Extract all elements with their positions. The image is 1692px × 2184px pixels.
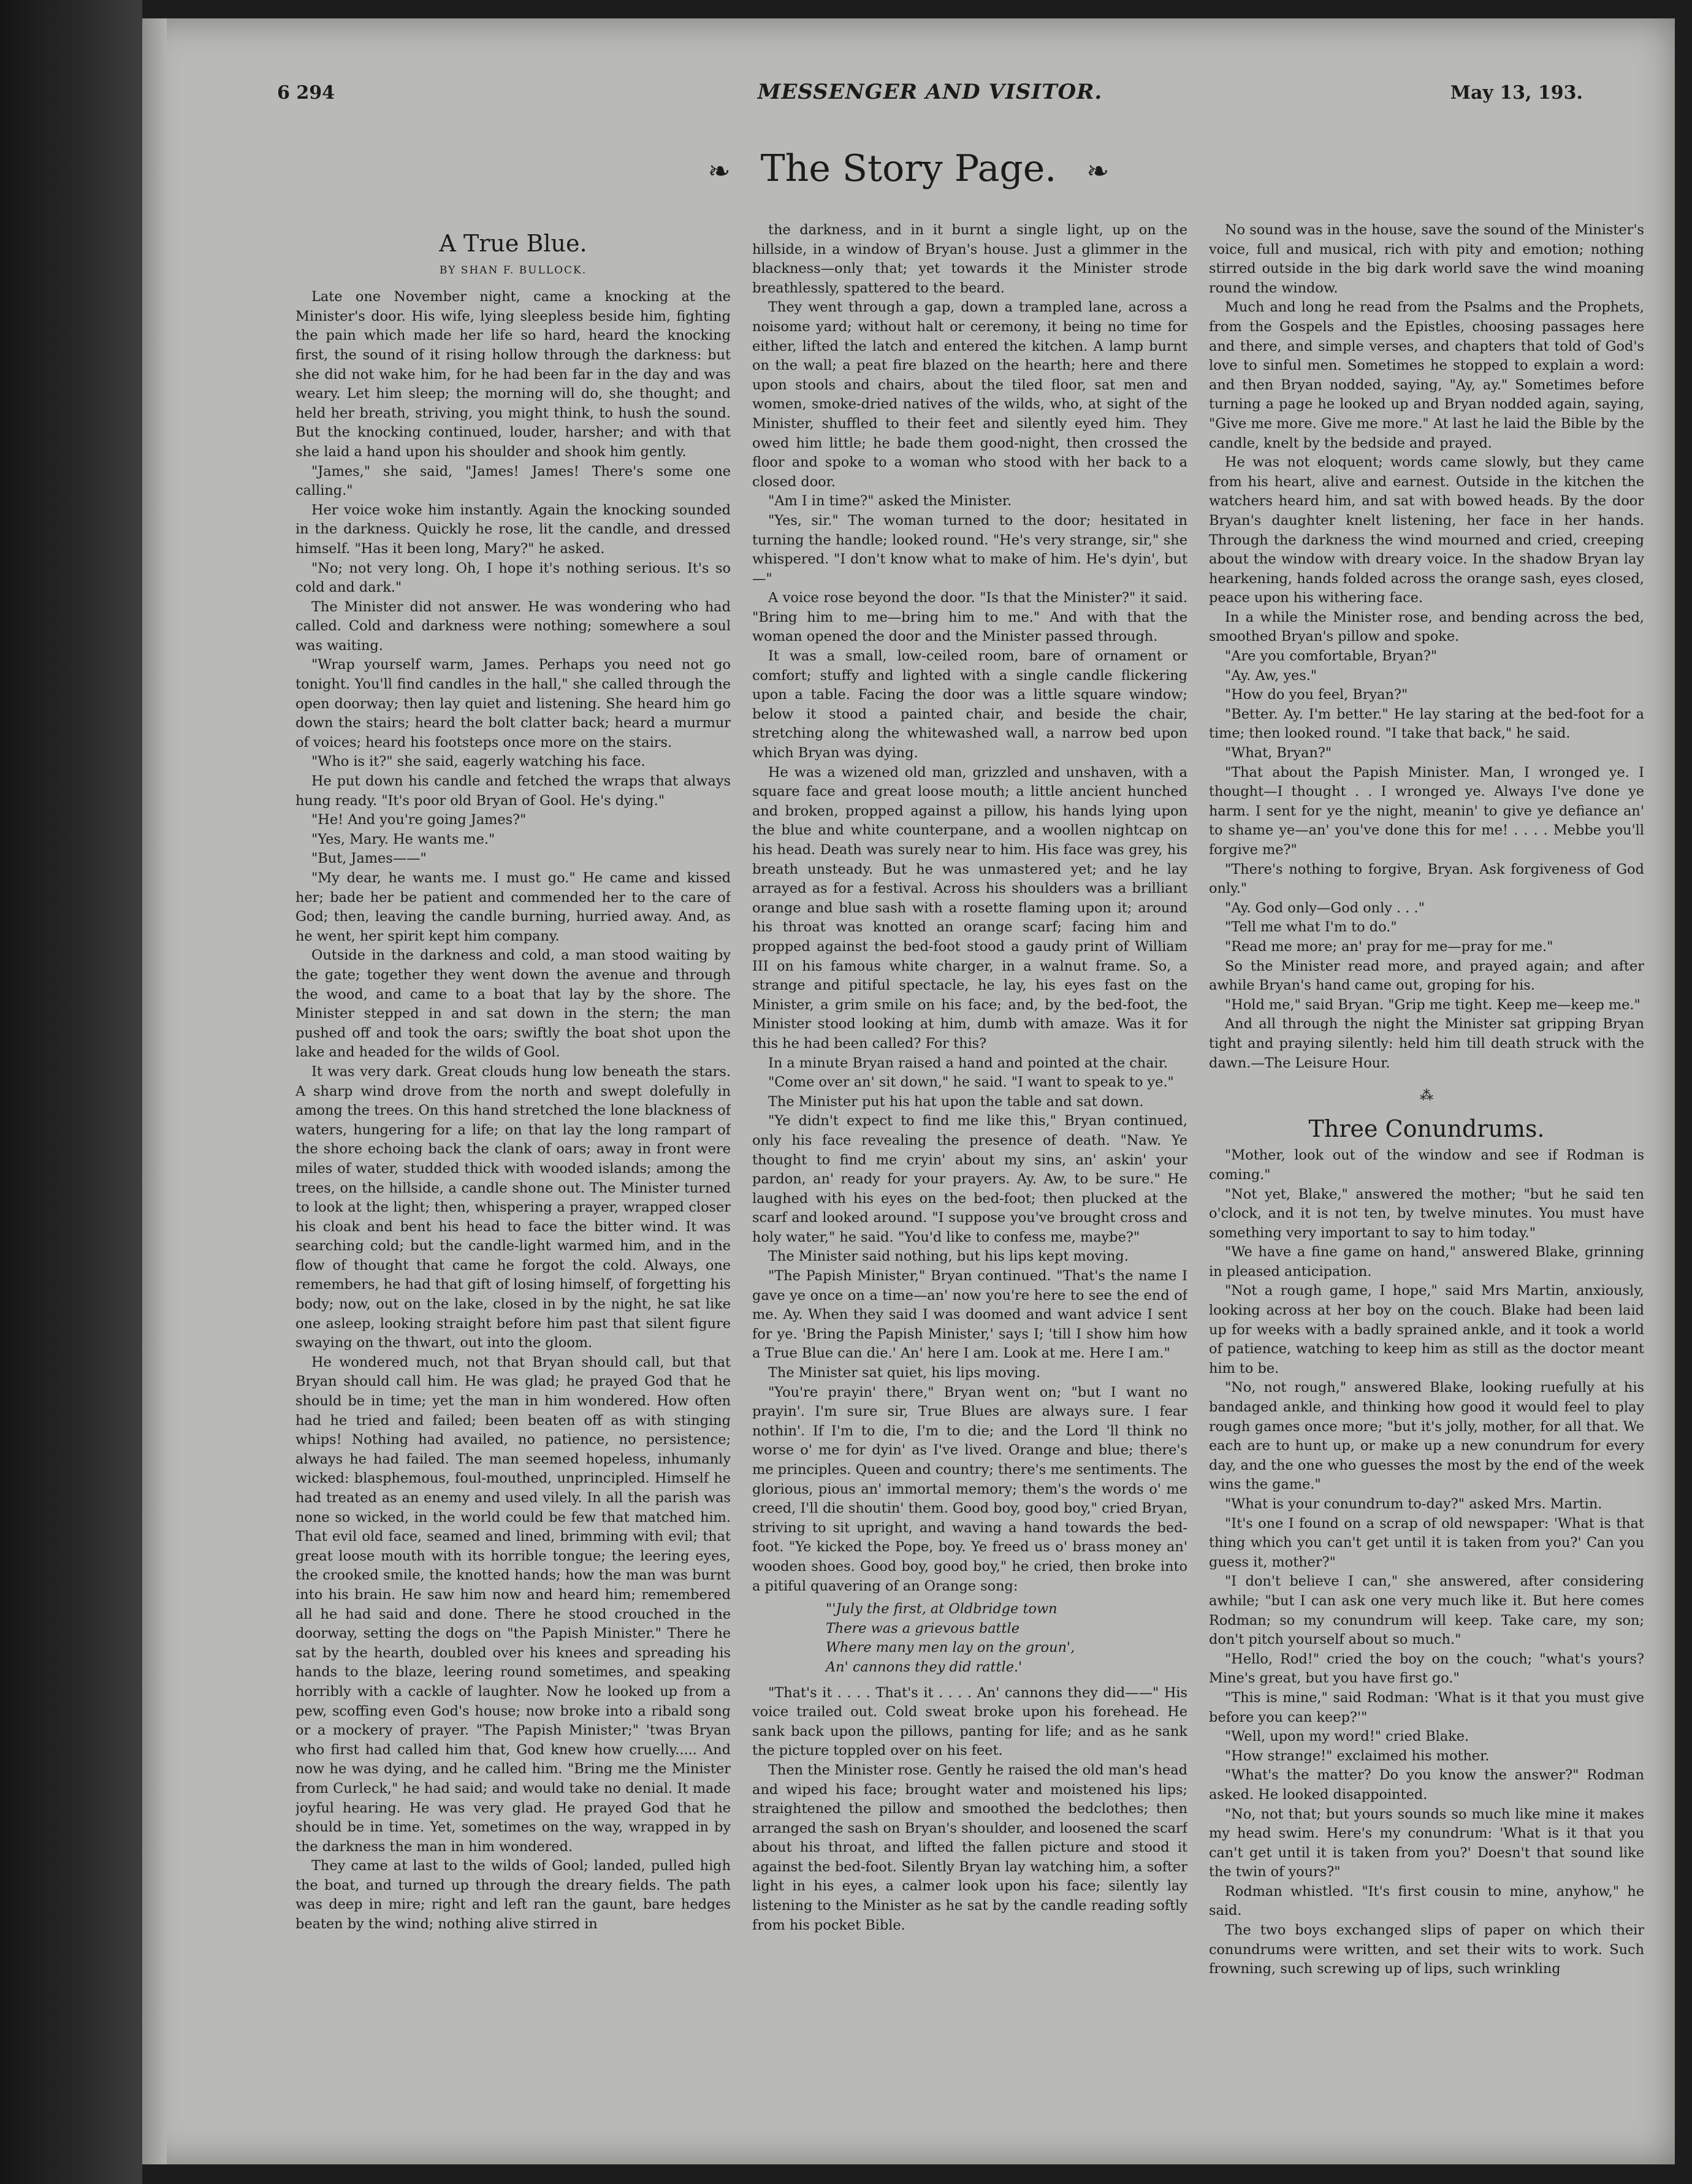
paragraph: "Come over an' sit down," he said. "I want to speak to ye." bbox=[768, 1074, 1174, 1091]
article-title: Three Conundrums. bbox=[1308, 1115, 1545, 1142]
paragraph: And all through the night the Minister sat gripping Bryan tight and praying silently: held him till death struck with the dawn.—The Leisure Hour. bbox=[1209, 1016, 1644, 1071]
paragraph: They came at last to the wilds of Gool; landed, pulled high the boat, and turned up through the dreary fields. The path was deep in mire; right and left ran the gaunt, bare hedges beaten by the wind; nothing alive stirred in bbox=[295, 1858, 731, 1933]
paragraph: No sound was in the house, save the sound of the Minister's voice, full and musical, rich with pity and emotion; nothing stirred outside in the big dark world save the wind moaning round the window. bbox=[1209, 222, 1644, 296]
paragraph: "Not a rough game, I hope," said Mrs Martin, anxiously, looking across at her boy on the couch. Blake had been laid up for weeks with a badly sprained ankle, and it took a world of patience, watching to keep him as still as the doctor meant him to be. bbox=[1209, 1283, 1644, 1376]
paragraph: He was not eloquent; words came slowly, but they came from his heart, alive and earnest. Outside in the kitchen the watchers heard him, and sat with bowed heads. By the door Bryan's daughter knelt listening, her face in her hands. Through the darkness the wind mourned and cried, creeping about the window with dreary voice. In the shadow Bryan lay hearkening, hands folded across the orange sash, eyes closed, peace upon his withering face. bbox=[1209, 454, 1644, 606]
paragraph: "Tell me what I'm to do." bbox=[1225, 919, 1397, 936]
paragraph: "It's one I found on a scrap of old newspaper: 'What is that thing which you can't get until it is taken from you?' Can you guess it, mother?" bbox=[1209, 1515, 1644, 1570]
column-1 bbox=[295, 221, 731, 2134]
section-title-text: The Story Page. bbox=[760, 147, 1057, 190]
paragraph: "The Papish Minister," Bryan continued. "That's the name I gave ye once on a time—an' now you're here to see the end of me. Ay. When they said I was doomed and want advice I sent for ye. 'Bring the Papish Minister,' says I; 'till I show him how a True Blue can die.' An' here I am. Look at me. Here I am." bbox=[752, 1268, 1187, 1362]
paragraph: "Are you comfortable, Bryan?" bbox=[1225, 648, 1438, 665]
article-columns bbox=[295, 221, 1681, 2134]
paragraph: He was a wizened old man, grizzled and unshaven, with a square face and great loose mouth; a little ancient hunched and broken, propped against a pillow, his hands lying upon the blue and white counterpane, and a woollen nightcap on his head. Death was surely near to him. His face was grey, his breath unsteady. But he was unmastered yet; and he lay arrayed as for a festival. Across his shoulders was a brilliant orange and blue sash with a rosette flaming upon it; around his throat was knotted an orange scarf; facing him and propped against the bed-foot stood a gaudy print of William III on his famous white charger, in a walnut frame. So, a strange and pitiful spectacle, he lay, his eyes fast on the Minister, a grim smile on his face; and, by the bed-foot, the Minister stood looking at him, dumb with amaze. Was it for this he had been called? For this? bbox=[752, 764, 1187, 1052]
verse-line: "'July the first, at Oldbridge town bbox=[826, 1601, 1058, 1617]
paragraph: "Yes, Mary. He wants me." bbox=[311, 831, 495, 847]
section-title bbox=[142, 147, 1675, 190]
scan-border bbox=[0, 0, 142, 2184]
song-verse bbox=[826, 1600, 1187, 1677]
paragraph: They went through a gap, down a trampled lane, across a noisome yard; without halt or ceremony, it being no time for either, lifted the latch and entered the kitchen. A lamp burnt on the wall; a peat fire blazed on the hearth; here and there upon stools and chairs, about the tiled floor, sat men and women, smoke-dried natives of the wilds, who, at sight of the Minister, shuffled to their feet and silently eyed him. They owed him little; he bade them good-night, then crossed the floor and spoke to a woman who stood with her back to a closed door. bbox=[752, 299, 1187, 490]
paragraph: In a minute Bryan raised a hand and pointed at the chair. bbox=[768, 1055, 1168, 1071]
paragraph: "Am I in time?" asked the Minister. bbox=[768, 493, 1012, 510]
paragraph: "Ay. Aw, yes." bbox=[1225, 667, 1317, 684]
paragraph: A voice rose beyond the door. "Is that the Minister?" it said. "Bring him to me—bring him to me." And with that the woman opened the door and the Minister passed through. bbox=[752, 590, 1187, 645]
paragraph: So the Minister read more, and prayed again; and after awhile Bryan's hand came out, groping for his. bbox=[1209, 958, 1644, 994]
paragraph: "That about the Papish Minister. Man, I wronged ye. I thought—I thought . . I wronged ye. Always I've done ye harm. I sent for ye the night, meanin' to give ye defiance an' to shame ye—an' you've done this for me! . . . . Mebbe you'll forgive me?" bbox=[1209, 764, 1644, 858]
paragraph: "What is your conundrum to-day?" asked Mrs. Martin. bbox=[1225, 1496, 1602, 1512]
paragraph: "Mother, look out of the window and see if Rodman is coming." bbox=[1209, 1147, 1644, 1183]
paragraph: It was very dark. Great clouds hung low beneath the stars. A sharp wind drove from the north and swept dolefully in among the trees. On this hand stretched the lone blackness of waters, hungering for a life; on that lay the long rampart of the shore echoing back the clank of oars; away in front were miles of water, studded thick with wooded islands; among the trees, on the hillside, a candle shone out. The Minister turned to look at the light; then, whispering a prayer, wrapped closer his cloak and bent his head to face the bitter wind. It was searching cold; but the candle-light warmed him, and in the flow of thought that came he forgot the cold. Always, one remembers, he had that gift of losing himself, of forgetting his body; now, out on the lake, closed in by the night, he sat like one asleep, looking straight before him past that silent figure swaying on the thwart, out into the gloom. bbox=[295, 1063, 731, 1351]
leaf-ornament-icon: ❧ bbox=[1086, 155, 1110, 187]
paragraph: "That's it . . . . That's it . . . . An' cannons they did——" His voice trailed out. Cold sweat broke upon his forehead. He sank back upon the pillows, panting for life; and as he sank the picture toppled over on his feet. bbox=[752, 1684, 1187, 1759]
paragraph: "Wrap yourself warm, James. Perhaps you need not go tonight. You'll find candles in the hall," she called through the open doorway; then lay quiet and listening. She heard him go down the stairs; heard the bolt clatter back; heard a murmur of voices; heard his footsteps once more on the stairs. bbox=[295, 657, 731, 750]
page-binding-edge bbox=[142, 18, 167, 2164]
paragraph: "Hello, Rod!" cried the boy on the couch; "what's yours? Mine's great, but you have first go." bbox=[1209, 1651, 1644, 1687]
paragraph: The Minister did not answer. He was wondering who had called. Cold and darkness were nothing; somewhere a soul was waiting. bbox=[295, 598, 731, 654]
leaf-ornament-icon: ❧ bbox=[707, 155, 731, 187]
paragraph: He put down his candle and fetched the wraps that always hung ready. "It's poor old Bryan of Gool. He's dying." bbox=[295, 773, 731, 809]
section-separator: ⁂ bbox=[1420, 1088, 1433, 1104]
paragraph: "What's the matter? Do you know the answer?" Rodman asked. He looked disappointed. bbox=[1209, 1767, 1644, 1803]
paragraph: "This is mine," said Rodman: 'What is it that you must give before you can keep?'" bbox=[1209, 1689, 1644, 1725]
paragraph: The two boys exchanged slips of paper on which their conundrums were written, and set their wits to work. Such frowning, such screwing up of lips, such wrinkling bbox=[1209, 1922, 1644, 1977]
verse-line: There was a grievous battle bbox=[826, 1620, 1019, 1636]
masthead: MESSENGER AND VISITOR. bbox=[757, 80, 1103, 104]
paragraph: "Ye didn't expect to find me like this," Bryan continued, only his face revealing the presence of death. "Naw. Ye thought to find me cryin' about my sins, an' askin' your pardon, an' ready for your prayers. Ay. Aw, to be sure." He laughed with his eyes on the bed-foot; then plucked at the scarf and looked around. "I suppose you've brought cross and holy water," he said. "You'd like to confess me, maybe?" bbox=[752, 1113, 1187, 1245]
paragraph: The Minister put his hat upon the table and sat down. bbox=[768, 1093, 1144, 1110]
paragraph: "Yes, sir." The woman turned to the door; hesitated in turning the handle; looked round. "He's very strange, sir," she whispered. "I don't know what to make of him. He's dyin', but—" bbox=[752, 512, 1187, 587]
paragraph: "Ay. God only—God only . . ." bbox=[1225, 899, 1425, 916]
paragraph: "Hold me," said Bryan. "Grip me tight. Keep me—keep me." bbox=[1225, 996, 1641, 1013]
paragraph: "Well, upon my word!" cried Blake. bbox=[1225, 1728, 1469, 1745]
paragraph: "But, James——" bbox=[311, 850, 427, 867]
article-byline: BY SHAN F. BULLOCK. bbox=[439, 264, 587, 277]
paragraph: "Who is it?" she said, eagerly watching his face. bbox=[311, 754, 646, 770]
paragraph: "No, not that; but yours sounds so much like mine it makes my head swim. Here's my conundrum: 'What is it that you can't get until it is taken from you?' Doesn't that sound like the twin of yours?" bbox=[1209, 1806, 1644, 1880]
paragraph: Much and long he read from the Psalms and the Prophets, from the Gospels and the Epistles, choosing passages here and there, and simple verses, and chapters that told of God's love to sinful men. Sometimes he stopped to explain a word: and then Bryan nodded, saying, "Ay, ay." Sometimes before turning a page he looked up and Bryan nodded again, saying, "Give me more. Give me more." At last he laid the Bible by the candle, knelt by the bedside and prayed. bbox=[1209, 299, 1644, 451]
paragraph: the darkness, and in it burnt a single light, up on the hillside, in a window of Bryan's house. Just a glimmer in the blackness—only that; yet towards it the Minister strode breathlessly, spattered to the beard. bbox=[752, 222, 1187, 296]
paragraph: The Minister said nothing, but his lips kept moving. bbox=[768, 1248, 1129, 1265]
paragraph: "Better. Ay. I'm better." He lay staring at the bed-foot for a time; then looked round. "I take that back," he said. bbox=[1209, 706, 1644, 742]
verse-line: Where many men lay on the groun', bbox=[826, 1640, 1075, 1656]
paragraph: "My dear, he wants me. I must go." He came and kissed her; bade her be patient and commended her to the care of God; then, leaving the candle burning, hurried away. And, as he went, her spirit kept him company. bbox=[295, 870, 731, 944]
paragraph: "He! And you're going James?" bbox=[311, 812, 527, 828]
page-number: 6 294 bbox=[277, 82, 335, 104]
paragraph: It was a small, low-ceiled room, bare of ornament or comfort; stuffy and lighted with a single candle flickering upon a table. Facing the door was a little square window; below it stood a painted chair, and beside the chair, stretching along the whitewashed wall, a narrow bed upon which Bryan was dying. bbox=[752, 648, 1187, 762]
paragraph: Her voice woke him instantly. Again the knocking sounded in the darkness. Quickly he rose, lit the candle, and dressed himself. "Has it been long, Mary?" he asked. bbox=[295, 502, 731, 557]
page-header bbox=[277, 74, 1583, 116]
paragraph: Outside in the darkness and cold, a man stood waiting by the gate; together they went down the avenue and through the wood, and came to a boat that lay by the shore. The Minister stepped in and sat down in the stern; the man pushed off and took the oars; swiftly the boat shot upon the lake and headed for the wilds of Gool. bbox=[295, 947, 731, 1061]
column-2 bbox=[752, 221, 1187, 2134]
issue-date: May 13, 193. bbox=[1450, 82, 1583, 104]
paragraph: "How do you feel, Bryan?" bbox=[1225, 687, 1408, 703]
paragraph: "I don't believe I can," she answered, after considering awhile; "but I can ask one very much like it. But here comes Rodman; so my conundrum will keep. Take care, my son; don't pitch yourself about so much." bbox=[1209, 1573, 1644, 1648]
paragraph: "What, Bryan?" bbox=[1225, 745, 1332, 762]
column-3 bbox=[1209, 221, 1644, 2134]
paragraph: "No; not very long. Oh, I hope it's nothing serious. It's so cold and dark." bbox=[295, 560, 731, 596]
paragraph: In a while the Minister rose, and bending across the bed, smoothed Bryan's pillow and spoke. bbox=[1209, 609, 1644, 645]
paragraph: Then the Minister rose. Gently he raised the old man's head and wiped his face; brought water and moistened his lips; straightened the pillow and smoothed the bedclothes; then arranged the sash on Bryan's shoulder, and loosened the scarf about his throat, and lifted the fallen picture and stood it against the bed-foot. Silently Bryan lay watching him, a softer light in his eyes, a calmer look upon his face; silently lay listening to the Minister as he sat by the candle reading softly from his pocket Bible. bbox=[752, 1762, 1187, 1933]
paragraph: "Not yet, Blake," answered the mother; "but he said ten o'clock, and it is not ten, by twelve minutes. You must have something very important to say to him today." bbox=[1209, 1186, 1644, 1241]
verse-line: An' cannons they did rattle.' bbox=[826, 1659, 1023, 1675]
paragraph: The Minister sat quiet, his lips moving. bbox=[768, 1365, 1041, 1381]
article-title: A True Blue. bbox=[439, 230, 587, 257]
paragraph: "No, not rough," answered Blake, looking ruefully at his bandaged ankle, and thinking how good it would feel to play rough games once more; "but it's jolly, mother, for all that. We each are to hunt up, or make up a new conundrum for every day, and the one who guesses the most by the end of the week wins the game." bbox=[1209, 1380, 1644, 1493]
paragraph: "There's nothing to forgive, Bryan. Ask forgiveness of God only." bbox=[1209, 861, 1644, 897]
paragraph: Rodman whistled. "It's first cousin to mine, anyhow," he said. bbox=[1209, 1883, 1644, 1919]
paragraph: "How strange!" exclaimed his mother. bbox=[1225, 1747, 1490, 1764]
paragraph: Late one November night, came a knocking at the Minister's door. His wife, lying sleepless beside him, fighting the pain which made her life so hard, heard the knocking first, the sound of it rising hollow through the darkness: but she did not wake him, for he had been far in the day and was weary. Let him sleep; the morning will do, she thought; and held her breath, striving, you might think, to hush the sound. But the knocking continued, louder, harsher; and with that she laid a hand upon his shoulder and shook him gently. bbox=[295, 289, 731, 460]
paragraph: "We have a fine game on hand," answered Blake, grinning in pleased anticipation. bbox=[1209, 1244, 1644, 1280]
paragraph: "James," she said, "James! James! There's some one calling." bbox=[295, 463, 731, 499]
paragraph: He wondered much, not that Bryan should call, but that Bryan should call him. He was glad; he prayed God that he should be in time; yet the man in him wondered. How often had he tried and failed; been beaten off as with stinging whips! Nothing had availed, no patience, no persistence; always he had failed. The man seemed hopeless, inhumanly wicked: blasphemous, foul-mouthed, unprincipled. Himself he had treated as an enemy and used vilely. In all the parish was none so wicked, in the world could be few that matched him. That evil old face, seamed and lined, brimming with evil; that great loose mouth with its horrible tongue; the leering eyes, the crooked smile, the knotted hands; how the man was burnt into his brain. He saw him now and heard him; remembered all he had said and done. There he stood crouched in the doorway, setting the dogs on "the Papish Minister." There he sat by the hearth, doubled over his knees and spreading his hands to the blaze, leering round sometimes, and speaking horribly with a cackle of laughter. Now he looked up from a pew, scoffing even God's house; now broke into a ribald song or a mockery of prayer. "The Papish Minister;" 'twas Bryan who first had called him that, God knew how cruelly..... And now he was dying, and he called him. "Bring me the Minister from Curleck," he had said; and would take no denial. It made joyful hearing. He was very glad. He prayed God that he should be in time. Yet, sometimes on the way, wrapped in by the darkness the man in him wondered. bbox=[295, 1354, 731, 1855]
paragraph: "You're prayin' there," Bryan went on; "but I want no prayin'. I'm sure sir, True Blues are always sure. I fear nothin'. If I'm to die, I'm to die; and the Lord 'll think no worse o' me for dyin' as I've lived. Orange and blue; there's me principles. Queen and country; there's me sentiments. The glorious, pious an' immortal memory; them's the words o' me creed, I'll die shoutin' them. Good boy, good boy," cried Bryan, striving to sit upright, and waving a hand towards the bed-foot. "Ye kicked the Pope, boy. Ye freed us o' brass money an' wooden shoes. Good boy, good boy," he cried, then broke into a pitiful quavering of an Orange song: bbox=[752, 1384, 1187, 1594]
paragraph: "Read me more; an' pray for me—pray for me." bbox=[1225, 938, 1553, 955]
